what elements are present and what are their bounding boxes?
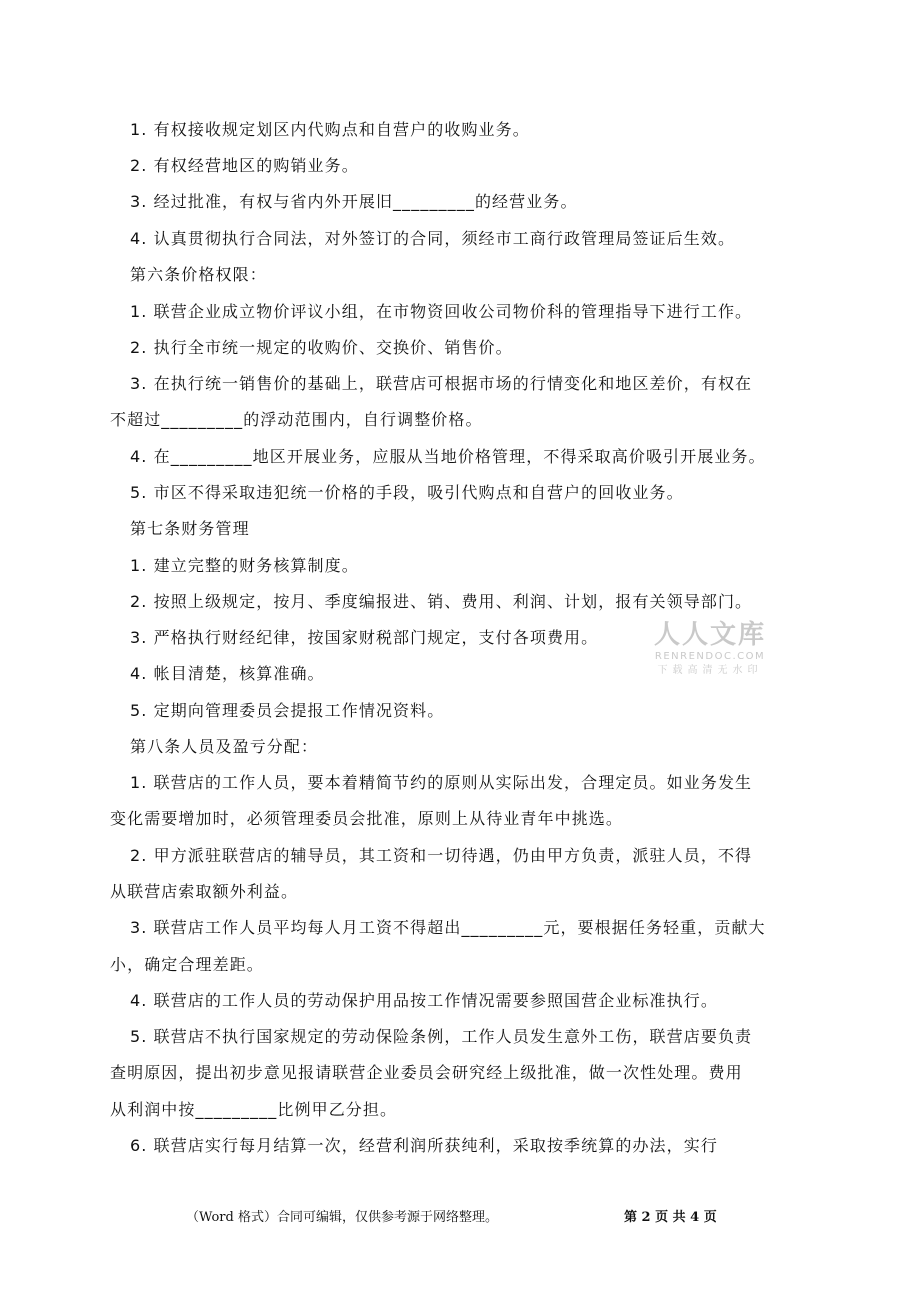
text-line: 1. 联营企业成立物价评议小组，在市物资回收公司物价科的管理指导下进行工作。 (130, 302, 753, 321)
text-line: 5. 市区不得采取违犯统一价格的手段，吸引代购点和自营户的回收业务。 (130, 483, 684, 502)
text-line: 从利润中按_________比例甲乙分担。 (110, 1100, 398, 1119)
text-line: 4. 帐目清楚，核算准确。 (130, 664, 325, 683)
watermark-title: 人人文库 (653, 620, 766, 650)
section-heading: 第六条价格权限： (130, 265, 267, 284)
text-line: 2. 执行全市统一规定的收购价、交换价、销售价。 (130, 338, 513, 357)
watermark-logo (645, 620, 775, 678)
text-line: 3. 经过批准，有权与省内外开展旧_________的经营业务。 (130, 192, 578, 211)
text-line: 4. 在_________地区开展业务，应服从当地价格管理，不得采取高价吸引开展业务。 (130, 447, 766, 466)
text-line: 6. 联营店实行每月结算一次，经营利润所获纯利，采取按季统算的办法，实行 (130, 1136, 718, 1155)
text-line: 1. 有权接收规定划区内代购点和自营户的收购业务。 (130, 120, 530, 139)
watermark-site: RENRENDOC.COM (654, 651, 766, 662)
text-line: 2. 甲方派驻联营店的辅导员，其工资和一切待遇，仍由甲方负责，派驻人员，不得 (130, 846, 753, 865)
text-line: 4. 联营店的工作人员的劳动保护用品按工作情况需要参照国营企业标准执行。 (130, 991, 718, 1010)
text-line: 3. 联营店工作人员平均每人月工资不得超出_________元，要根据任务轻重，贡献大 (130, 918, 766, 937)
text-line: 不超过_________的浮动范围内，自行调整价格。 (110, 410, 483, 429)
text-line: 4. 认真贯彻执行合同法，对外签订的合同，须经市工商行政管理局签证后生效。 (130, 229, 736, 248)
text-line: 查明原因，提出初步意见报请联营企业委员会研究经上级批准，做一次性处理。费用 (110, 1063, 743, 1082)
text-line: 从联营店索取额外利益。 (110, 882, 299, 901)
text-line: 3. 在执行统一销售价的基础上，联营店可根据市场的行情变化和地区差价，有权在 (130, 374, 753, 393)
text-line: 2. 有权经营地区的购销业务。 (130, 156, 359, 175)
page-number: 第 2 页 共 4 页 (624, 1210, 717, 1225)
text-line: 5. 联营店不执行国家规定的劳动保险条例，工作人员发生意外工伤，联营店要负责 (130, 1027, 753, 1046)
text-line: 5. 定期向管理委员会提报工作情况资料。 (130, 701, 445, 720)
section-heading: 第七条财务管理 (130, 519, 250, 538)
text-line: 1. 联营店的工作人员，要本着精简节约的原则从实际出发，合理定员。如业务发生 (130, 773, 753, 792)
text-line: 2. 按照上级规定，按月、季度编报进、销、费用、利润、计划，报有关领导部门。 (130, 592, 753, 611)
text-line: 3. 严格执行财经纪律，按国家财税部门规定，支付各项费用。 (130, 628, 599, 647)
text-line: 变化需要增加时，必须管理委员会批准，原则上从待业青年中挑选。 (110, 809, 624, 828)
footer-note: （Word 格式）合同可编辑，仅供参考源于网络整理。 (186, 1210, 498, 1225)
watermark-slogan: 下载高清无水印 (657, 665, 763, 676)
text-line: 小，确定合理差距。 (110, 955, 264, 974)
text-line: 1. 建立完整的财务核算制度。 (130, 556, 359, 575)
section-heading: 第八条人员及盈亏分配： (130, 737, 319, 756)
